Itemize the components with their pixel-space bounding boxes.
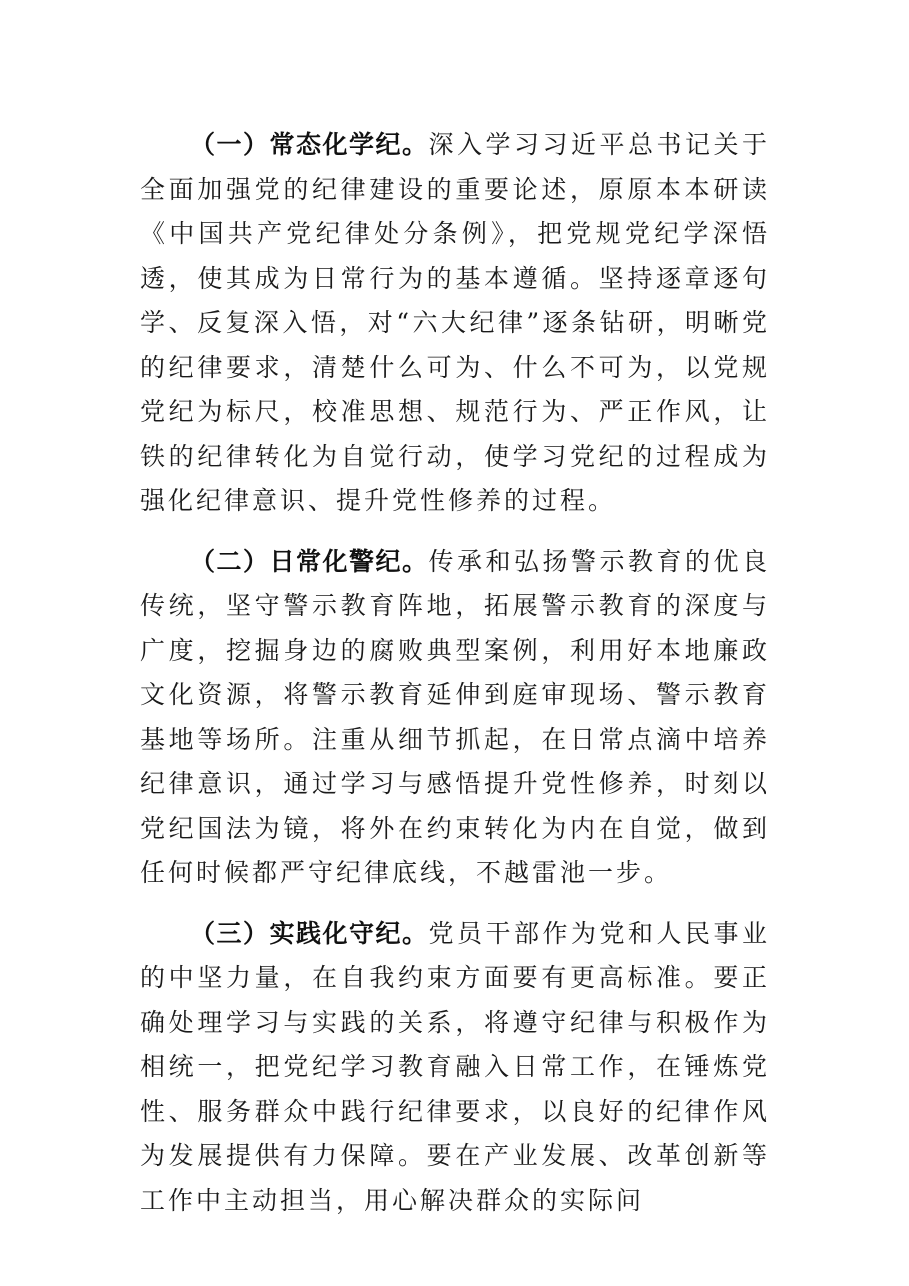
paragraph-3-body: 党员干部作为党和人民事业的中坚力量，在自我约束方面要有更高标准。要正确处理学习与实践的关系，将遵守纪律与积极作为相统一，把党纪学习教育融入日常工作，在锤炼党性、服务群众中践行纪律要求，以良好的纪律作风为发展提供有力保障。要在产业发展、改革创新等工作中主动担当，用心解决群众的实际问 <box>140 918 770 1215</box>
paragraph-3-heading: （三）实践化守纪。 <box>190 918 429 948</box>
paragraph-2 <box>140 540 770 896</box>
paragraph-3 <box>140 912 770 1224</box>
paragraph-1-body: 深入学习习近平总书记关于全面加强党的纪律建设的重要论述，原原本本研读《中国共产党纪律处分条例》，把党规党纪学深悟透，使其成为日常行为的基本遵循。坚持逐章逐句学、反复深入悟，对“六大纪律”逐条钻研，明晰党的纪律要求，清楚什么可为、什么不可为，以党规党纪为标尺，校准思想、规范行为、严正作风，让铁的纪律转化为自觉行动，使学习党纪的过程成为强化纪律意识、提升党性修养的过程。 <box>140 130 770 515</box>
paragraph-2-body: 传承和弘扬警示教育的优良传统，坚守警示教育阵地，拓展警示教育的深度与广度，挖掘身边的腐败典型案例，利用好本地廉政文化资源，将警示教育延伸到庭审现场、警示教育基地等场所。注重从细节抓起，在日常点滴中培养纪律意识，通过学习与感悟提升党性修养，时刻以党纪国法为镜，将外在约束转化为内在自觉，做到任何时候都严守纪律底线，不越雷池一步。 <box>140 546 770 887</box>
paragraph-1-heading: （一）常态化学纪。 <box>190 130 429 159</box>
paragraph-2-heading: （二）日常化警纪。 <box>190 546 429 576</box>
paragraph-1 <box>140 123 770 524</box>
document-body <box>140 123 770 1239</box>
